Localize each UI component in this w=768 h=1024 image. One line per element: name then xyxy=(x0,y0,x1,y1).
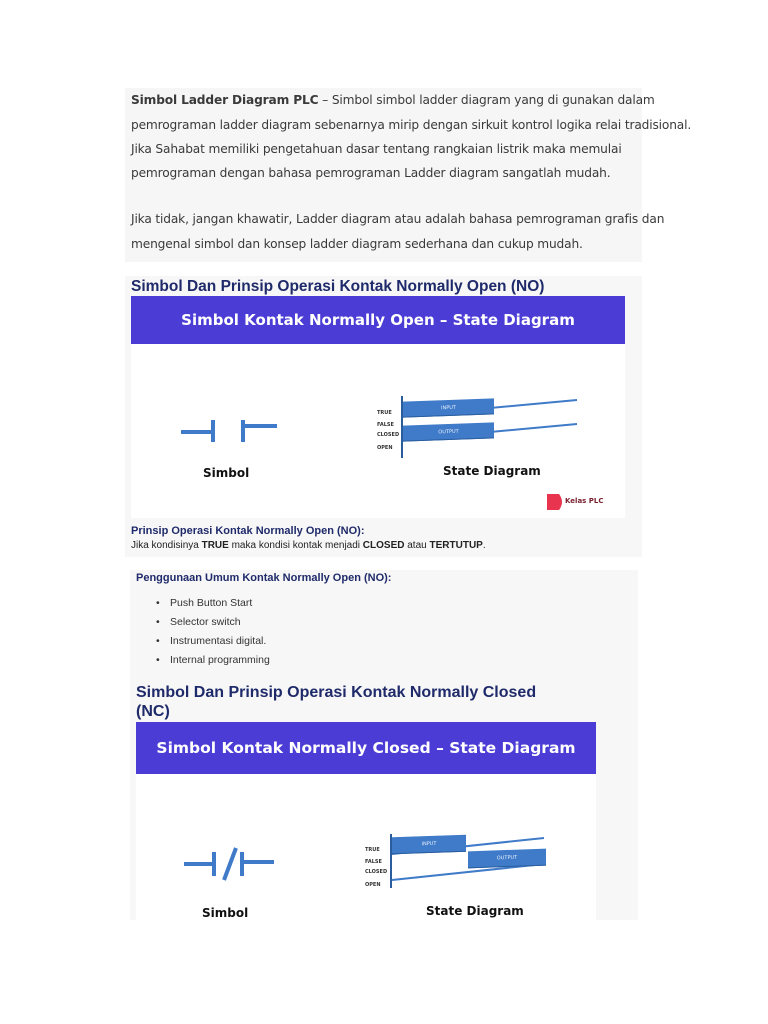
uses-list-item: • Internal programming xyxy=(154,654,270,673)
no-principle-pre: Jika kondisinya xyxy=(131,540,202,551)
intro-line-1 xyxy=(131,93,655,107)
nc-label-true: TRUE xyxy=(365,847,380,853)
no-section xyxy=(125,276,642,557)
uses-list-item: • Instrumentasi digital. xyxy=(154,635,270,654)
uses-list-item: • Push Button Start xyxy=(154,597,270,616)
intro-line-2: pemrograman ladder diagram sebenarnya mirip dengan sirkuit kontrol logika relai tradisional. xyxy=(131,118,692,132)
no-diagram-area xyxy=(131,344,625,518)
kelas-plc-brand-text: Kelas PLC xyxy=(565,497,604,505)
nc-symbol-caption: Simbol xyxy=(202,906,249,920)
no-banner: Simbol Kontak Normally Open – State Diagram xyxy=(131,296,625,344)
nc-label-closed: CLOSED xyxy=(365,869,388,875)
no-principle-tertutup: TERTUTUP xyxy=(429,540,483,551)
no-principle-closed: CLOSED xyxy=(362,540,405,551)
intro-text-block xyxy=(125,88,692,262)
no-label-true: TRUE xyxy=(377,410,392,416)
no-state-caption: State Diagram xyxy=(443,464,541,478)
nc-contact-symbol xyxy=(182,846,278,882)
nc-input-box: INPUT xyxy=(392,835,466,855)
intro-line-5: Jika tidak, jangan khawatir, Ladder diagram atau adalah bahasa pemrograman grafis dan xyxy=(131,212,665,226)
intro-line-3: Jika Sahabat memiliki pengetahuan dasar tentang rangkaian listrik maka memulai xyxy=(131,142,622,156)
nc-banner: Simbol Kontak Normally Closed – State Diagram xyxy=(136,722,596,774)
nc-state-caption: State Diagram xyxy=(426,904,524,918)
intro-line-4: pemrograman dengan bahasa pemrograman Ladder diagram sangatlah mudah. xyxy=(131,166,611,180)
uses-heading: Penggunaan Umum Kontak Normally Open (NO): xyxy=(136,572,392,584)
no-label-closed: CLOSED xyxy=(377,432,400,438)
no-output-box: OUTPUT xyxy=(403,422,494,441)
intro-lead-bold: Simbol Ladder Diagram PLC xyxy=(131,93,319,107)
kelas-plc-logo-icon xyxy=(545,492,567,512)
no-principle-and: atau xyxy=(404,540,430,551)
uses-list xyxy=(154,597,270,673)
no-contact-symbol xyxy=(179,416,281,446)
uses-list-item: • Selector switch xyxy=(154,616,270,635)
nc-output-box: OUTPUT xyxy=(468,849,546,869)
nc-section-heading-line1: Simbol Dan Prinsip Operasi Kontak Normally Closed xyxy=(136,684,537,701)
no-label-open: OPEN xyxy=(377,445,393,451)
no-section-heading: Simbol Dan Prinsip Operasi Kontak Normally Open (NO) xyxy=(131,278,545,295)
nc-section xyxy=(130,570,638,920)
no-principle-mid: maka kondisi kontak menjadi xyxy=(228,540,363,551)
no-label-false: FALSE xyxy=(377,422,394,428)
no-principle-true: TRUE xyxy=(201,540,229,551)
intro-line-1-rest: – Simbol simbol ladder diagram yang di gunakan dalam xyxy=(318,93,655,107)
nc-diagram-area xyxy=(136,774,596,920)
no-symbol-caption: Simbol xyxy=(203,466,250,480)
no-input-box: INPUT xyxy=(403,398,494,417)
intro-line-6: mengenal simbol dan konsep ladder diagram sederhana dan cukup mudah. xyxy=(131,237,583,251)
no-principle-text xyxy=(131,540,486,551)
no-principle-heading: Prinsip Operasi Kontak Normally Open (NO): xyxy=(131,525,365,537)
no-principle-end: . xyxy=(482,540,486,551)
nc-label-open: OPEN xyxy=(365,882,381,888)
nc-section-heading-line2: (NC) xyxy=(136,703,170,720)
nc-label-false: FALSE xyxy=(365,859,382,865)
